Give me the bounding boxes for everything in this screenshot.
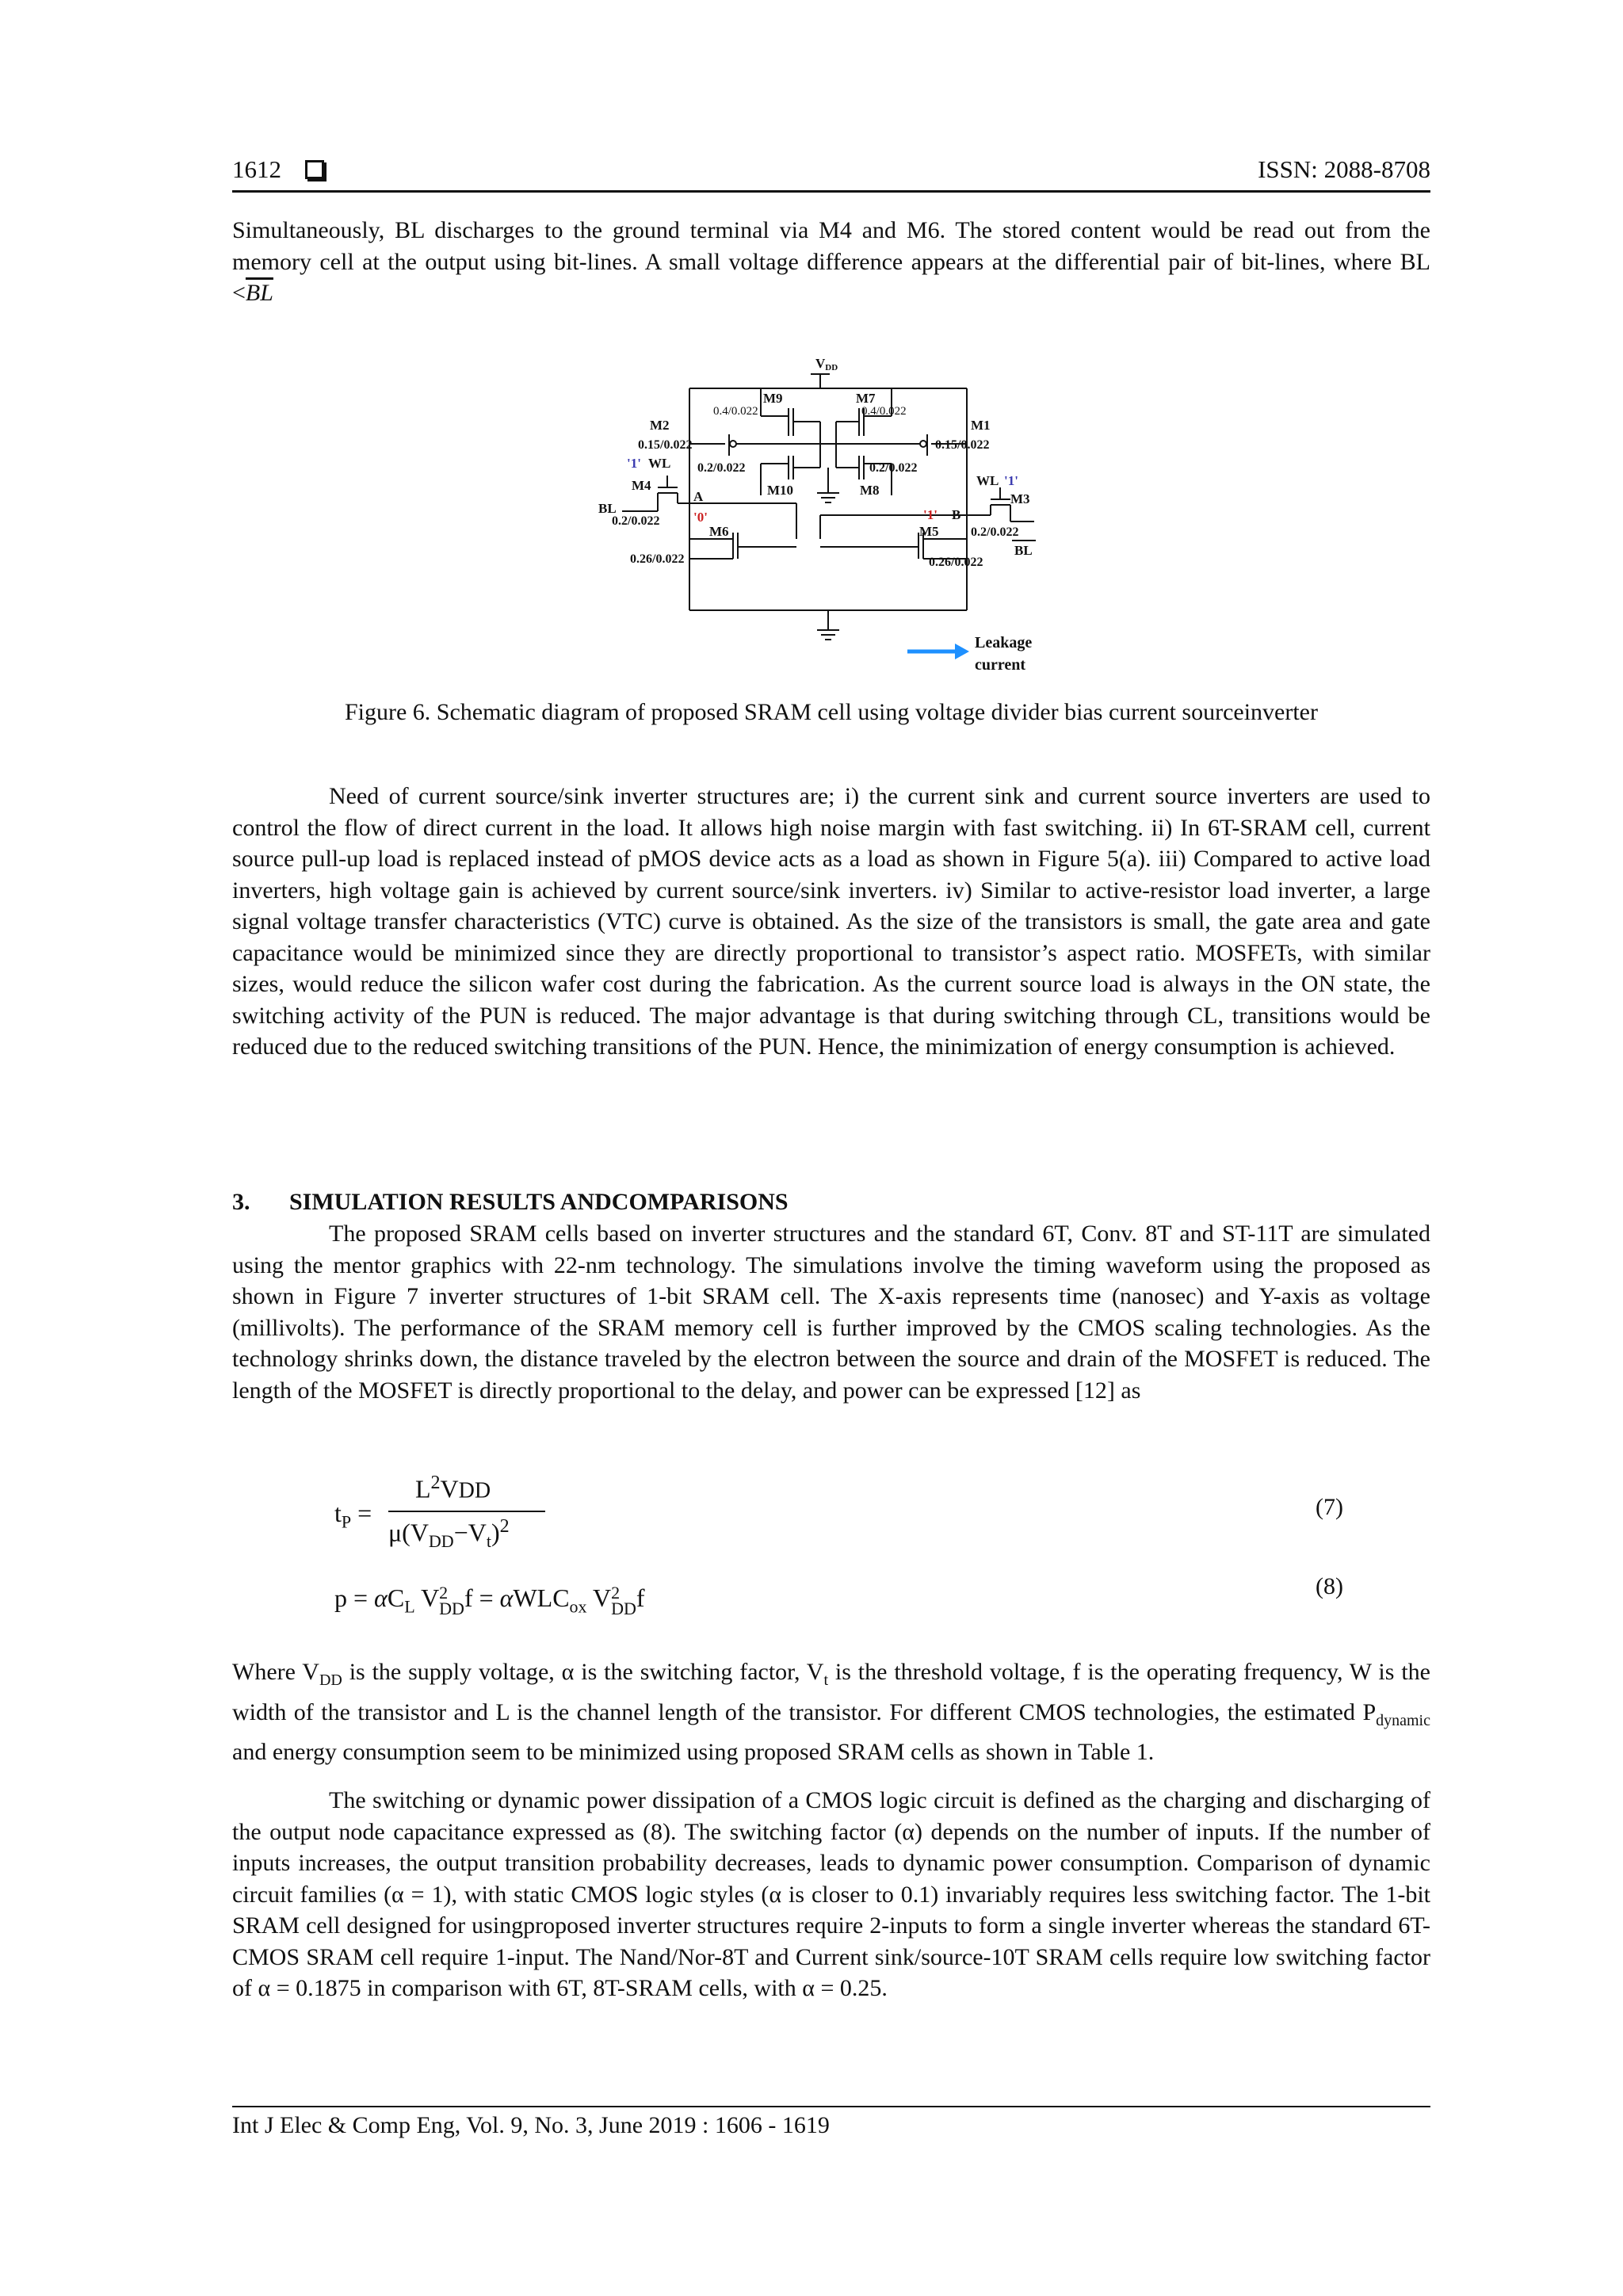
m1-size: 0.15/0.022: [935, 438, 990, 452]
sram-schematic-svg: [582, 357, 1066, 682]
page-header-left: [232, 155, 324, 184]
m2-size: 0.15/0.022: [638, 438, 693, 452]
footer-citation: Int J Elec & Comp Eng, Vol. 9, No. 3, June 2019 : 1606 - 1619: [232, 2112, 830, 2138]
paragraph-1-text: Simultaneously, BL discharges to the ground terminal via M4 and M6. The stored content would be read out from the memory cell at the output using bit-lines. A small voltage difference appears at the differential pair of bit-lines, where BL <: [232, 217, 1430, 306]
node-a-value: '0': [693, 510, 708, 525]
wl-left-value: '1': [627, 456, 641, 471]
m8-size: 0.2/0.022: [869, 461, 918, 475]
bl-label: BL: [598, 501, 617, 516]
m3-size: 0.2/0.022: [971, 525, 1019, 539]
paragraph-1: [232, 215, 1430, 309]
leakage-label-1: Leakage: [975, 634, 1033, 651]
blb-label: BL: [1014, 543, 1033, 558]
m6-size: 0.26/0.022: [630, 552, 685, 566]
section-number: 3.: [232, 1189, 250, 1215]
node-b-value: '1': [923, 507, 938, 522]
m10-size: 0.2/0.022: [697, 461, 746, 475]
eq7-lhs: $t_P$ =: [334, 1499, 372, 1532]
figure-caption: Figure 6. Schematic diagram of proposed SRAM cell using voltage divider bias current sourceinverter: [344, 699, 1318, 725]
m4-size: 0.2/0.022: [612, 514, 660, 528]
wl-right-label: WL: [976, 473, 999, 488]
eq7-number: (7): [1316, 1494, 1343, 1520]
issn: ISSN: 2088-8708: [1258, 155, 1430, 183]
m5-label: M5: [919, 524, 939, 539]
paragraph-2: Need of current source/sink inverter structures are; i) the current sink and current source inverters are used to control the flow of direct current in the load. It allows high noise margin with fast switching. ii) In 6T-SRAM cell, current source pull-up load is replaced instead of pMOS device acts as a load as shown in Figure 5(a). iii) Compared to active load inverters, high voltage gain is achieved by current source/sink inverters. iv) Similar to active-resistor load inverter, a large signal voltage transfer characteristics (VTC) curve is obtained. As the size of the transistors is small, the gate area and gate capacitance would be minimized since they are directly proportional to transistor’s aspect ratio. MOSFETs, with similar sizes, would reduce the silicon wafer cost during the fabrication. As the current source load is always in the ON state, the switching activity of the PUN is reduced. The major advantage is that during switching through CL, transitions would be reduced due to the reduced switching transitions of the PUN. Hence, the minimization of energy consumption is achieved.: [232, 783, 1430, 1060]
equation-8: $p = \alpha C_L$ V 2 DD f = αWLC$_{ox}$ V 2 DD f: [334, 1582, 645, 1618]
section-heading: [232, 1189, 789, 1216]
node-b-label: B: [952, 507, 961, 522]
checkbox-glyph-icon: [305, 160, 324, 179]
bl-bar: $\overline{BL}$: [245, 280, 273, 306]
m9-label: M9: [763, 391, 783, 406]
m3-label: M3: [1010, 491, 1030, 506]
section-title: SIMULATION RESULTS ANDCOMPARISONS: [289, 1189, 789, 1215]
paragraph-3: The proposed SRAM cells based on inverter structures and the standard 6T, Conv. 8T and ST-11T are simulated using the mentor graphics with 22-nm technology. The simulations involve the timing waveform using the proposed as shown in Figure 7 inverter structures of 1-bit SRAM cell. The X-axis represents time (nanosec) and Y-axis as voltage (millivolts). The performance of the SRAM memory cell is further improved by the CMOS scaling technologies. As the technology shrinks down, the distance traveled by the electron between the source and drain of the MOSFET is reduced. The length of the MOSFET is directly proportional to the delay, and power can be expressed [12] as: [232, 1221, 1430, 1404]
figure-6-schematic: [582, 357, 1066, 682]
m6-label: M6: [709, 524, 729, 539]
m8-label: M8: [860, 483, 880, 498]
leakage-label-2: current: [975, 656, 1026, 674]
m9-size: 0.4/0.022: [713, 405, 758, 418]
wl-right-value: '1': [1004, 473, 1018, 488]
paragraph-5: The switching or dynamic power dissipation of a CMOS logic circuit is defined as the charging and discharging of the output node capacitance expressed as (8). The switching factor (α) depends on the number of inputs. If the number of inputs increases, the output transition probability decreases, leads to dynamic power consumption. Comparison of dynamic circuit families (α = 1), with static CMOS logic styles (α is closer to 0.1) invariably requires less switching factor. The 1-bit SRAM cell designed for usingproposed inverter structures require 2-inputs to form a single inverter whereas the standard 6T-CMOS SRAM cell require 1-input. The Nand/Nor-8T and Current sink/source-10T SRAM cells require low switching factor of α = 0.1875 in comparison with 6T, 8T-SRAM cells, with α = 0.25.: [232, 1787, 1430, 2001]
eq7-numerator: $L^2VDD$: [415, 1473, 491, 1503]
m7-label: M7: [856, 391, 876, 406]
eq7-fraction-bar: [388, 1511, 545, 1512]
m1-label: M1: [971, 418, 991, 433]
m10-label: M10: [767, 483, 794, 498]
eq7-denominator: $\mu(V_{DD}-V_t)^2$: [388, 1516, 510, 1552]
equation-7: [334, 1473, 540, 1560]
paragraph-4: Where $V_{DD}$ is the supply voltage, α is the switching factor, $V_t$ is the threshold voltage, f is the operating frequency, W is the width of the transistor and L is the channel length of the transistor. For different CMOS technologies, the estimated $P_{dynamic}$ and energy consumption seem to be minimized using proposed SRAM cells as shown in Table 1.: [232, 1659, 1430, 1765]
m4-label: M4: [632, 478, 651, 493]
header-rule: [232, 190, 1430, 193]
node-a-label: A: [693, 489, 704, 504]
eq8-number: (8): [1316, 1573, 1343, 1599]
page-number: 1612: [232, 155, 281, 183]
wl-left-label: WL: [648, 456, 671, 471]
m5-size: 0.26/0.022: [929, 556, 983, 569]
vdd-label: VDD: [815, 357, 838, 372]
m2-label: M2: [650, 418, 670, 433]
m7-size: 0.4/0.022: [861, 405, 907, 418]
footer-rule: [232, 2106, 1430, 2107]
